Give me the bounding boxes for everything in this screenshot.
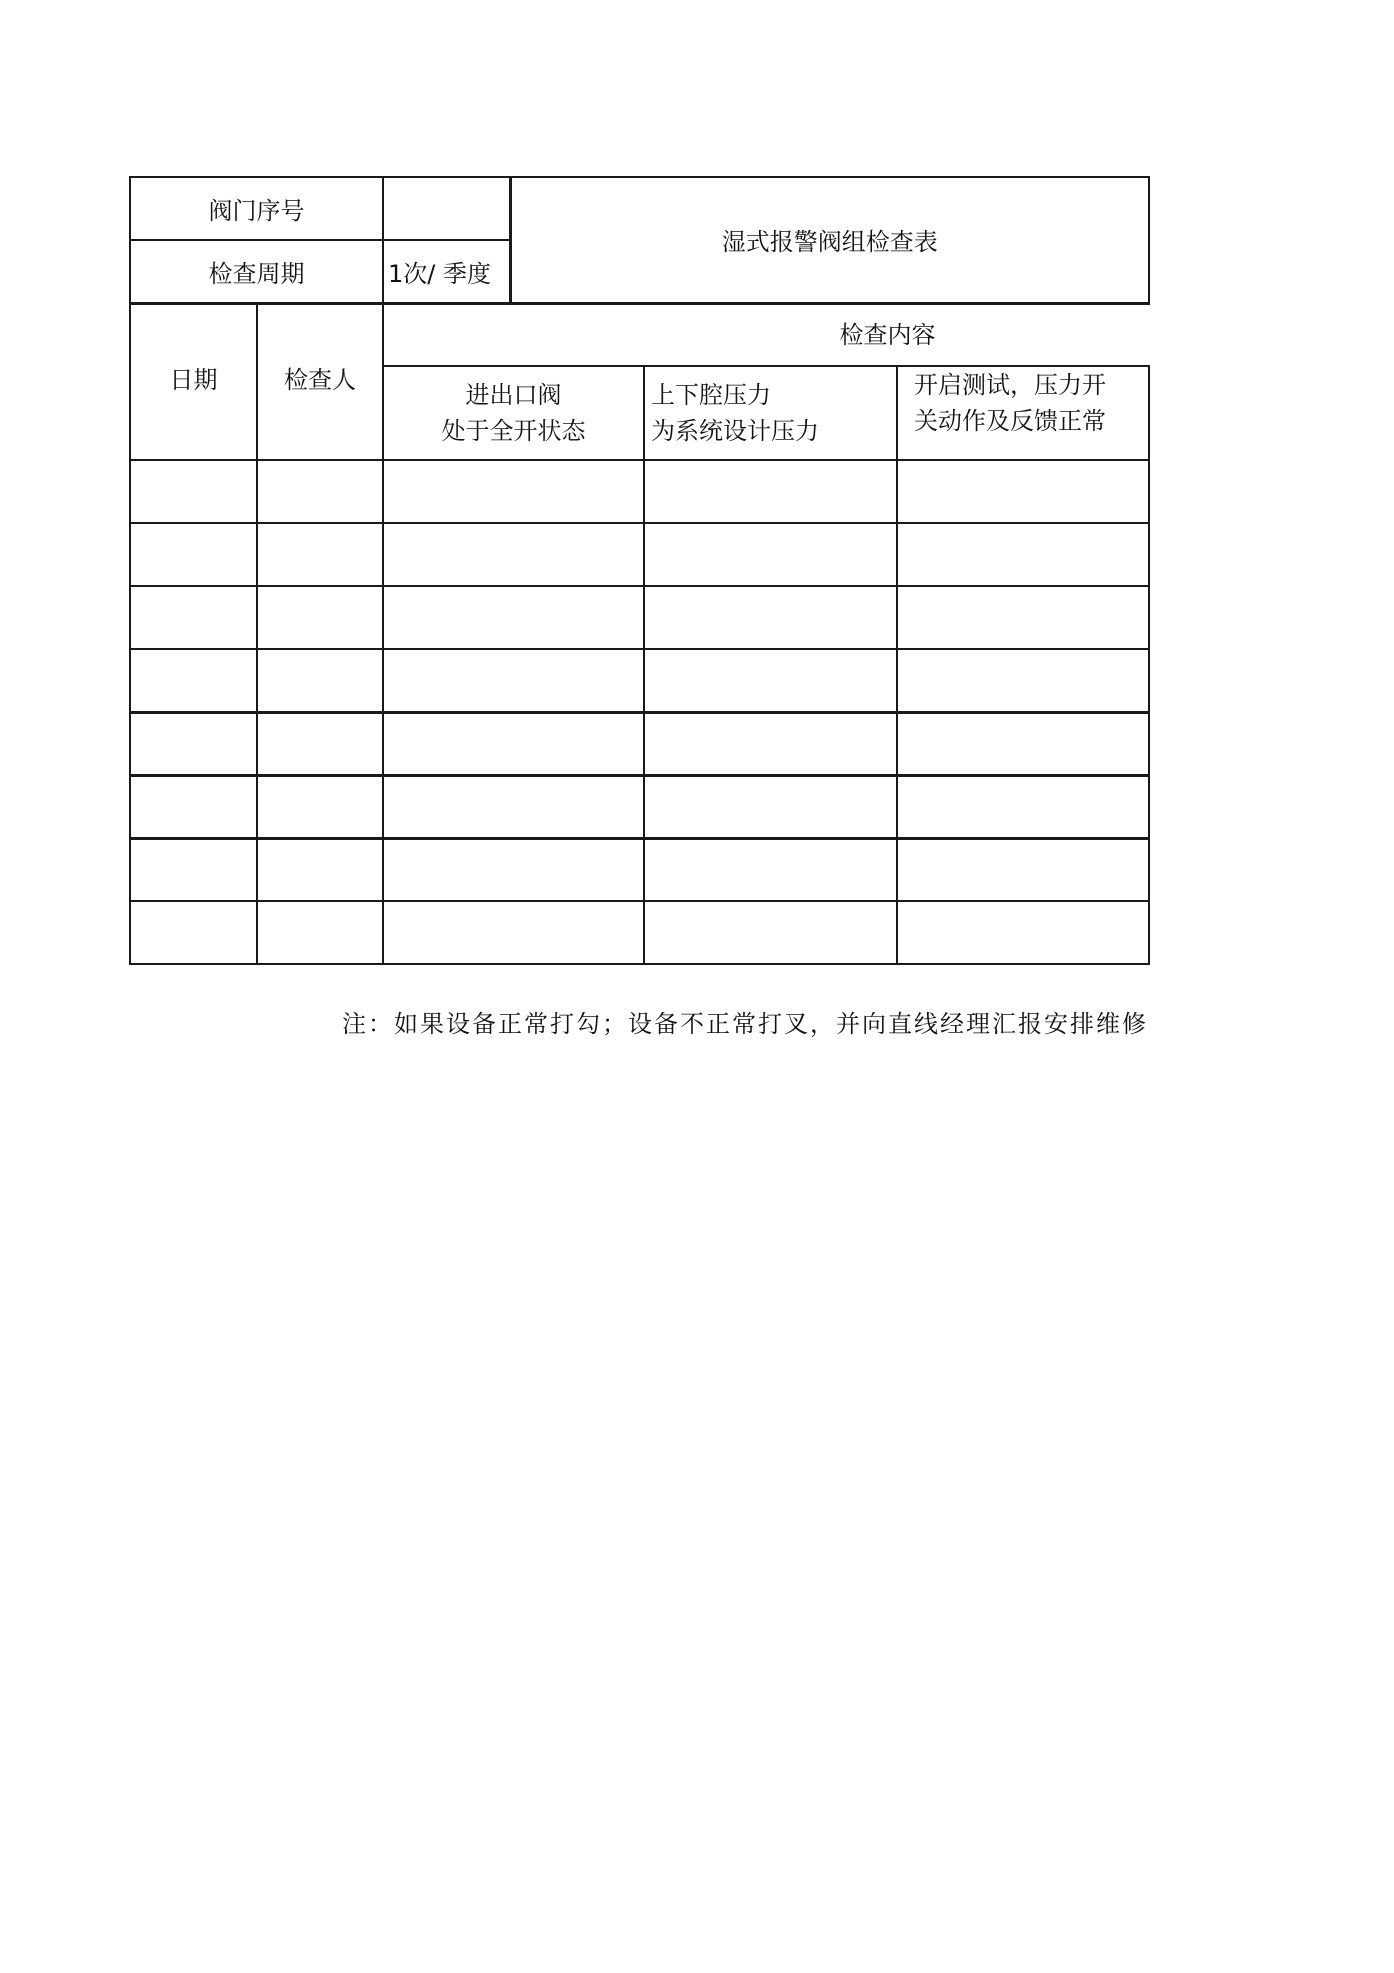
inspection-content-label: 检查内容 <box>839 320 936 349</box>
cell-pressure-switch[interactable] <box>897 649 1149 712</box>
table-row <box>130 712 1149 775</box>
cell-date[interactable] <box>130 586 257 649</box>
cell-inspector[interactable] <box>257 712 383 775</box>
column-header-valve-open <box>383 366 644 460</box>
table-row <box>130 649 1149 712</box>
cell-inspector[interactable] <box>257 775 383 838</box>
cell-inspector[interactable] <box>257 460 383 523</box>
cell-valve-open[interactable] <box>383 649 644 712</box>
cell-date[interactable] <box>130 712 257 775</box>
cell-inspector[interactable] <box>257 649 383 712</box>
valve-number-value[interactable] <box>383 177 510 240</box>
valve-open-line2: 处于全开状态 <box>441 417 586 445</box>
table-row <box>130 460 1149 523</box>
cell-chamber-pressure[interactable] <box>644 901 897 964</box>
chamber-pressure-line1: 上下腔压力 <box>651 381 771 409</box>
table-row <box>130 523 1149 586</box>
cell-inspector[interactable] <box>257 838 383 901</box>
cell-valve-open[interactable] <box>383 712 644 775</box>
cell-date[interactable] <box>130 838 257 901</box>
cell-chamber-pressure[interactable] <box>644 649 897 712</box>
cell-date[interactable] <box>130 460 257 523</box>
cell-pressure-switch[interactable] <box>897 838 1149 901</box>
cell-date[interactable] <box>130 523 257 586</box>
table-row <box>130 901 1149 964</box>
cell-inspector[interactable] <box>257 523 383 586</box>
cell-valve-open[interactable] <box>383 460 644 523</box>
valve-number-label: 阀门序号 <box>130 177 383 240</box>
form-title: 湿式报警阀组检查表 <box>510 177 1149 303</box>
cell-valve-open[interactable] <box>383 586 644 649</box>
cell-valve-open[interactable] <box>383 775 644 838</box>
cell-pressure-switch[interactable] <box>897 523 1149 586</box>
footnote: 注：如果设备正常打勾；设备不正常打叉，并向直线经理汇报安排维修 <box>342 1010 1148 1038</box>
cell-chamber-pressure[interactable] <box>644 523 897 586</box>
inspection-period-label: 检查周期 <box>130 240 383 303</box>
cell-pressure-switch[interactable] <box>897 712 1149 775</box>
pressure-switch-line1: 开启测试，压力开 <box>914 371 1106 399</box>
table-row <box>130 838 1149 901</box>
cell-chamber-pressure[interactable] <box>644 775 897 838</box>
column-header-inspector: 检查人 <box>257 303 383 460</box>
cell-chamber-pressure[interactable] <box>644 586 897 649</box>
cell-valve-open[interactable] <box>383 901 644 964</box>
cell-chamber-pressure[interactable] <box>644 712 897 775</box>
cell-date[interactable] <box>130 649 257 712</box>
valve-open-line1: 进出口阀 <box>465 381 562 409</box>
pressure-switch-line2: 关动作及反馈正常 <box>914 407 1106 435</box>
chamber-pressure-line2: 为系统设计压力 <box>651 417 819 445</box>
column-group-inspection-content <box>383 303 1149 366</box>
cell-pressure-switch[interactable] <box>897 460 1149 523</box>
table-row <box>130 775 1149 838</box>
inspection-table <box>129 302 1150 965</box>
cell-pressure-switch[interactable] <box>897 901 1149 964</box>
table-row <box>130 586 1149 649</box>
cell-chamber-pressure[interactable] <box>644 460 897 523</box>
cell-inspector[interactable] <box>257 586 383 649</box>
cell-valve-open[interactable] <box>383 838 644 901</box>
cell-valve-open[interactable] <box>383 523 644 586</box>
inspection-period-value: 1次/ 季度 <box>383 240 510 303</box>
cell-date[interactable] <box>130 901 257 964</box>
column-header-pressure-switch-test <box>897 366 1149 460</box>
cell-chamber-pressure[interactable] <box>644 838 897 901</box>
column-header-chamber-pressure <box>644 366 897 460</box>
cell-date[interactable] <box>130 775 257 838</box>
cell-pressure-switch[interactable] <box>897 775 1149 838</box>
cell-pressure-switch[interactable] <box>897 586 1149 649</box>
cell-inspector[interactable] <box>257 901 383 964</box>
header-table <box>129 176 1150 305</box>
column-header-date: 日期 <box>130 303 257 460</box>
